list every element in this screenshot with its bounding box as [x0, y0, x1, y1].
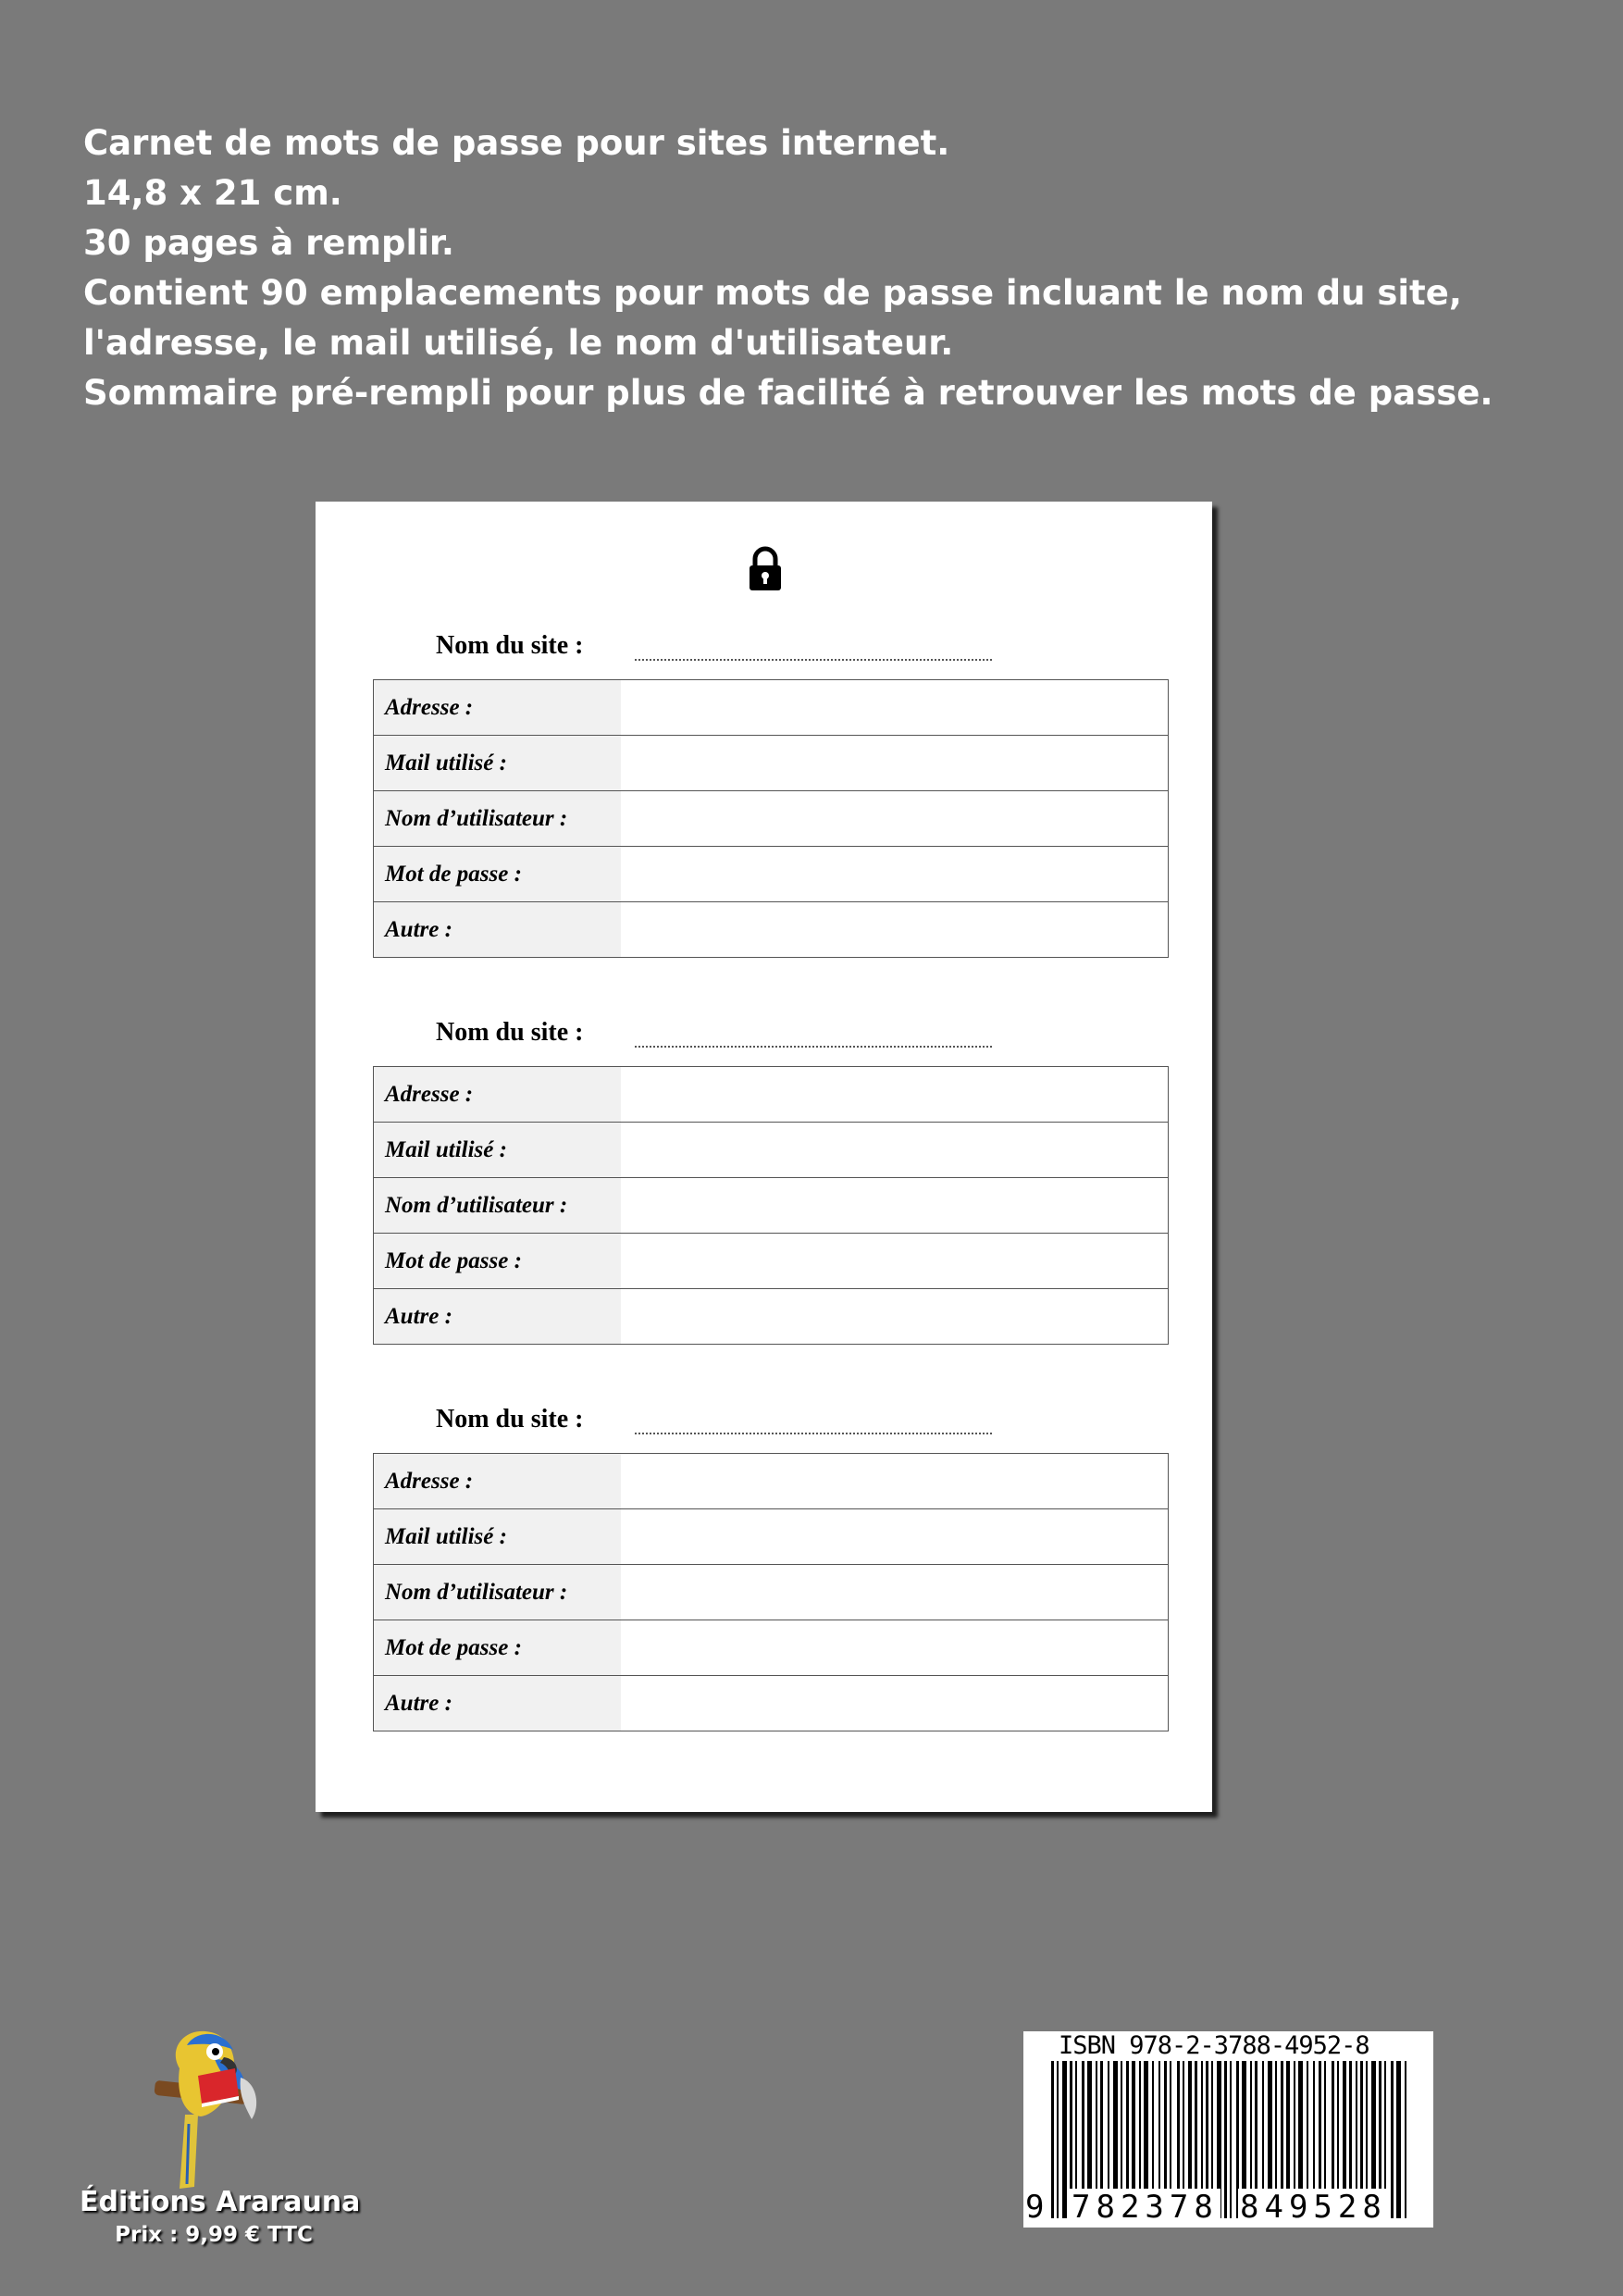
parrot-logo — [76, 2022, 361, 2253]
field-row — [374, 1233, 1168, 1288]
field-label: Autre : — [374, 1676, 621, 1731]
cover-description — [83, 118, 1582, 418]
field-label: Nom d’utilisateur : — [374, 1565, 621, 1620]
description-line: 14,8 x 21 cm. — [83, 173, 342, 213]
field-row — [374, 1620, 1168, 1675]
field-value-cell — [621, 847, 1168, 901]
entry-fields-table — [373, 679, 1169, 958]
field-value-cell — [621, 1067, 1168, 1122]
field-row — [374, 790, 1168, 846]
sample-page — [316, 502, 1212, 1812]
field-value-cell — [621, 1123, 1168, 1177]
field-label: Autre : — [374, 902, 621, 957]
field-row — [374, 1122, 1168, 1177]
field-value-cell — [621, 1454, 1168, 1508]
lock-icon — [747, 546, 784, 592]
entry-fields-table — [373, 1453, 1169, 1731]
price-label: Prix : 9,99 € TTC — [115, 2223, 313, 2247]
field-label: Adresse : — [374, 1067, 621, 1122]
field-row — [374, 1508, 1168, 1564]
isbn-label: ISBN 978-2-3788-4952-8 — [1059, 2031, 1369, 2060]
description-line: 30 pages à remplir. — [83, 223, 454, 263]
field-label: Adresse : — [374, 680, 621, 735]
field-label: Nom d’utilisateur : — [374, 1178, 621, 1233]
isbn-barcode — [1023, 2031, 1433, 2228]
site-name-label: Nom du site : — [436, 1405, 584, 1433]
field-row — [374, 1177, 1168, 1233]
field-label: Adresse : — [374, 1454, 621, 1508]
field-row — [374, 1564, 1168, 1620]
field-value-cell — [621, 736, 1168, 790]
barcode-digits — [1023, 2189, 1433, 2226]
field-value-cell — [621, 1509, 1168, 1564]
field-value-cell — [621, 791, 1168, 846]
field-row — [374, 901, 1168, 957]
barcode-first-digit: 9 — [1025, 2189, 1045, 2226]
site-name-dotted-line — [635, 1046, 992, 1048]
description-line: l'adresse, le mail utilisé, le nom d'utilisateur. — [83, 323, 954, 363]
field-row — [374, 1454, 1168, 1508]
field-value-cell — [621, 1620, 1168, 1675]
field-label: Mail utilisé : — [374, 1123, 621, 1177]
field-row — [374, 680, 1168, 735]
field-row — [374, 1067, 1168, 1122]
barcode-right-digits: 849528 — [1240, 2189, 1387, 2226]
publisher-name: Éditions Ararauna — [80, 2186, 361, 2218]
field-row — [374, 1288, 1168, 1344]
entry-fields-table — [373, 1066, 1169, 1345]
field-row — [374, 1675, 1168, 1731]
field-label: Mot de passe : — [374, 847, 621, 901]
field-row — [374, 846, 1168, 901]
field-value-cell — [621, 680, 1168, 735]
field-value-cell — [621, 1676, 1168, 1731]
field-value-cell — [621, 1178, 1168, 1233]
field-row — [374, 735, 1168, 790]
field-value-cell — [621, 1289, 1168, 1344]
field-label: Mail utilisé : — [374, 1509, 621, 1564]
description-line: Carnet de mots de passe pour sites internet. — [83, 123, 950, 163]
site-name-dotted-line — [635, 1433, 992, 1434]
site-name-dotted-line — [635, 659, 992, 661]
site-name-label: Nom du site : — [436, 1018, 584, 1047]
field-value-cell — [621, 1565, 1168, 1620]
field-value-cell — [621, 1234, 1168, 1288]
field-label: Mot de passe : — [374, 1234, 621, 1288]
field-label: Mail utilisé : — [374, 736, 621, 790]
field-value-cell — [621, 902, 1168, 957]
site-name-label: Nom du site : — [436, 631, 584, 660]
description-line: Contient 90 emplacements pour mots de passe incluant le nom du site, — [83, 273, 1462, 313]
description-line: Sommaire pré-rempli pour plus de facilité à retrouver les mots de passe. — [83, 373, 1493, 413]
barcode-left-digits: 782378 — [1072, 2189, 1219, 2226]
field-label: Nom d’utilisateur : — [374, 791, 621, 846]
field-label: Mot de passe : — [374, 1620, 621, 1675]
field-label: Autre : — [374, 1289, 621, 1344]
